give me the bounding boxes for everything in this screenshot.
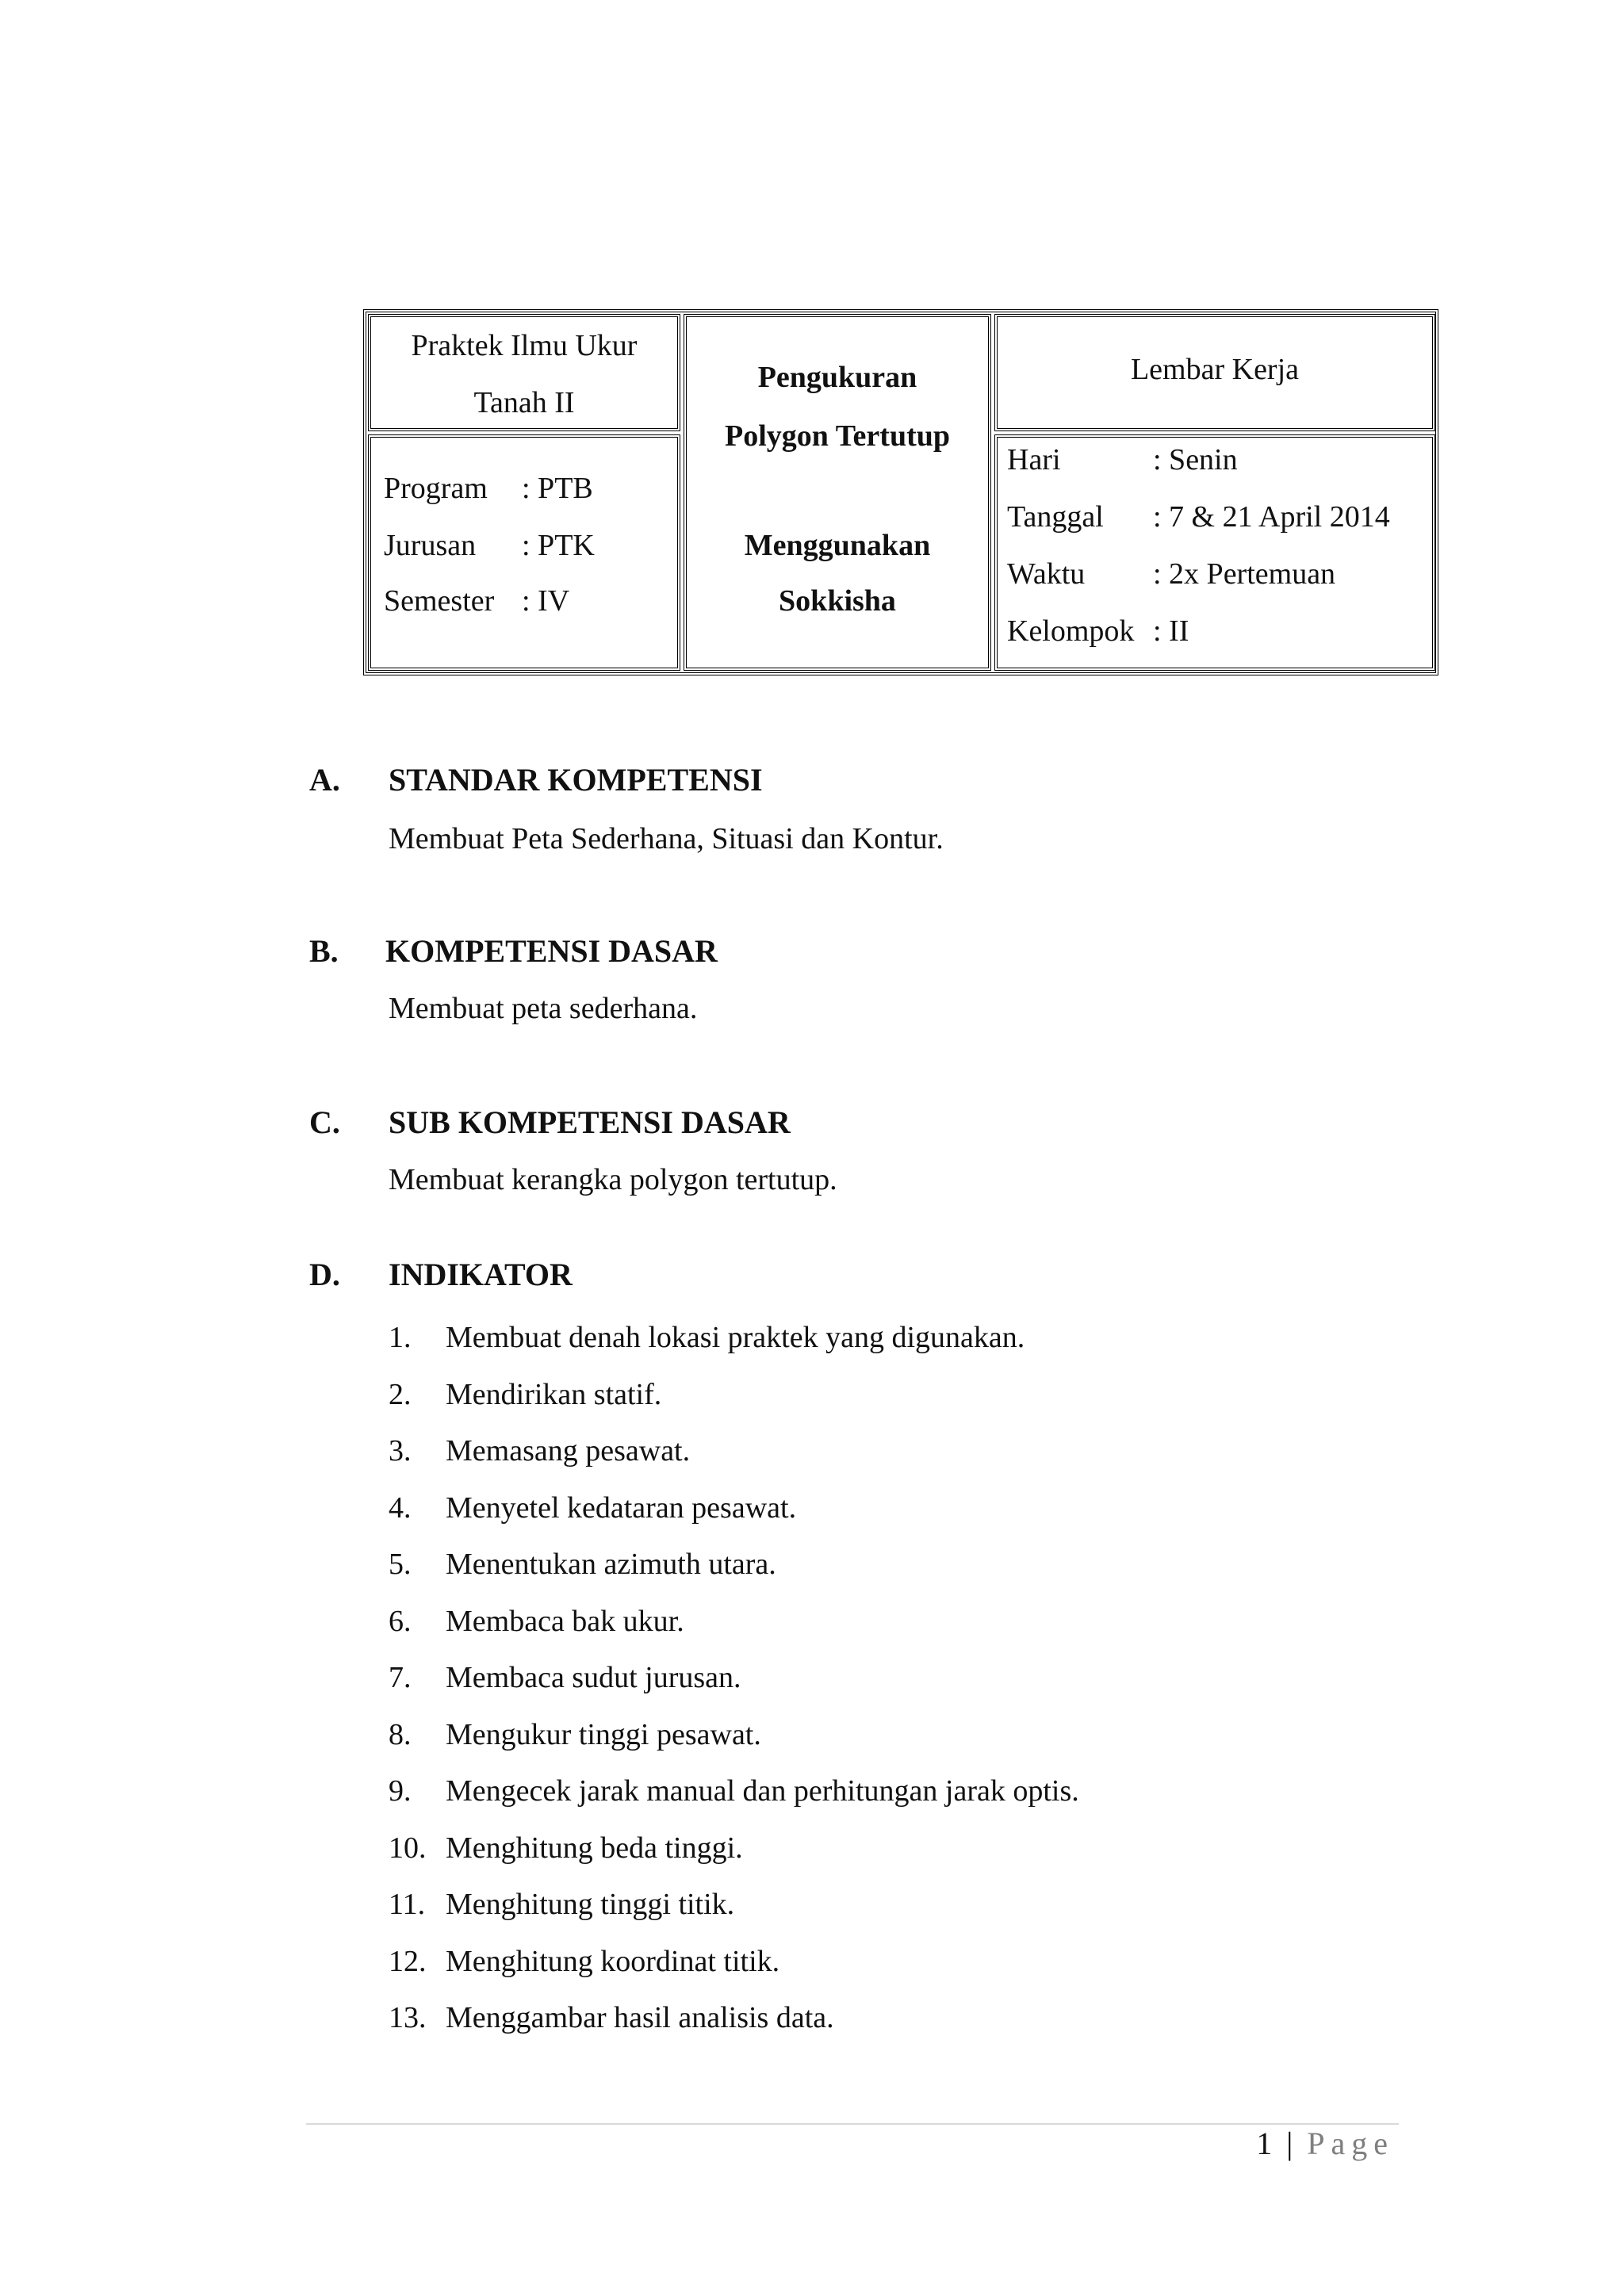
section-b-letter: B. bbox=[309, 933, 339, 969]
page-label: Page bbox=[1307, 2126, 1394, 2161]
list-item bbox=[389, 1650, 1079, 1707]
header-table bbox=[363, 309, 1438, 675]
list-item bbox=[389, 1934, 1079, 1991]
list-text: Membaca bak ukur. bbox=[446, 1604, 684, 1638]
list-item bbox=[389, 1990, 1079, 2047]
program-info-cell bbox=[368, 434, 680, 671]
topic-line-4: Sokkisha bbox=[779, 584, 896, 618]
list-number: 3. bbox=[389, 1434, 412, 1468]
list-text: Membaca sudut jurusan. bbox=[446, 1661, 741, 1694]
list-text: Menghitung koordinat titik. bbox=[446, 1944, 780, 1978]
section-c-title: SUB KOMPETENSI DASAR bbox=[389, 1104, 791, 1140]
list-item bbox=[389, 1707, 1079, 1764]
section-a-text: Membuat Peta Sederhana, Situasi dan Kontur. bbox=[389, 822, 944, 855]
section-a-title: STANDAR KOMPETENSI bbox=[389, 762, 763, 798]
hari-label: Hari bbox=[1007, 443, 1061, 476]
program-label: Program bbox=[384, 472, 488, 505]
program-value: : PTB bbox=[522, 472, 593, 505]
list-number: 8. bbox=[389, 1717, 412, 1751]
page-footer bbox=[1256, 2125, 1394, 2162]
list-text: Mengukur tinggi pesawat. bbox=[446, 1717, 761, 1751]
list-text: Menghitung tinggi titik. bbox=[446, 1888, 735, 1921]
list-text: Membuat denah lokasi praktek yang digunakan. bbox=[446, 1321, 1025, 1354]
page-number: 1 bbox=[1256, 2126, 1276, 2161]
waktu-value: : 2x Pertemuan bbox=[1153, 557, 1336, 591]
list-item bbox=[389, 1536, 1079, 1594]
worksheet-title-cell bbox=[994, 314, 1435, 431]
schedule-info-cell bbox=[994, 434, 1435, 671]
kelompok-value: : II bbox=[1153, 614, 1189, 648]
worksheet-title: Lembar Kerja bbox=[1130, 353, 1300, 386]
list-item bbox=[389, 1423, 1079, 1480]
section-d-title: INDIKATOR bbox=[389, 1257, 573, 1292]
hari-value: : Senin bbox=[1153, 443, 1238, 476]
list-number: 9. bbox=[389, 1774, 412, 1808]
section-c-text: Membuat kerangka polygon tertutup. bbox=[389, 1163, 837, 1196]
list-text: Mendirikan statif. bbox=[446, 1377, 662, 1411]
section-b-title: KOMPETENSI DASAR bbox=[385, 933, 718, 969]
semester-label: Semester bbox=[384, 584, 495, 618]
list-number: 11. bbox=[389, 1888, 426, 1921]
footer-divider bbox=[306, 2123, 1399, 2125]
list-text: Menyetel kedataran pesawat. bbox=[446, 1490, 797, 1525]
list-item bbox=[389, 1594, 1079, 1651]
list-number: 6. bbox=[389, 1604, 412, 1638]
section-a-letter: A. bbox=[309, 762, 340, 798]
footer-separator: | bbox=[1286, 2126, 1297, 2161]
list-number: 12. bbox=[389, 1944, 427, 1978]
list-text: Mengecek jarak manual dan perhitungan jarak optis. bbox=[446, 1774, 1079, 1808]
topic-cell bbox=[684, 314, 991, 671]
list-number: 2. bbox=[389, 1377, 412, 1411]
section-c-letter: C. bbox=[309, 1104, 340, 1140]
course-title-cell bbox=[368, 314, 680, 431]
list-item bbox=[389, 1367, 1079, 1424]
indikator-list bbox=[389, 1310, 1079, 2047]
list-item bbox=[389, 1877, 1079, 1934]
list-number: 13. bbox=[389, 2001, 427, 2034]
list-text: Menggambar hasil analisis data. bbox=[446, 2001, 834, 2034]
topic-line-3: Menggunakan bbox=[744, 529, 931, 562]
jurusan-label: Jurusan bbox=[384, 529, 477, 562]
list-text: Menentukan azimuth utara. bbox=[446, 1548, 776, 1581]
list-number: 1. bbox=[389, 1321, 412, 1354]
section-d-letter: D. bbox=[309, 1257, 340, 1292]
tanggal-value: : 7 & 21 April 2014 bbox=[1153, 500, 1390, 534]
list-number: 10. bbox=[389, 1831, 427, 1865]
jurusan-value: : PTK bbox=[522, 529, 595, 562]
list-item bbox=[389, 1820, 1079, 1877]
list-number: 4. bbox=[389, 1490, 412, 1525]
kelompok-label: Kelompok bbox=[1007, 614, 1135, 648]
list-item bbox=[389, 1480, 1079, 1537]
list-item bbox=[389, 1310, 1079, 1367]
list-text: Memasang pesawat. bbox=[446, 1434, 691, 1468]
list-number: 5. bbox=[389, 1548, 412, 1581]
list-text: Menghitung beda tinggi. bbox=[446, 1831, 743, 1865]
list-number: 7. bbox=[389, 1661, 412, 1694]
course-title-line-2: Tanah II bbox=[473, 386, 575, 419]
list-item bbox=[389, 1763, 1079, 1820]
topic-line-2: Polygon Tertutup bbox=[724, 419, 951, 453]
tanggal-label: Tanggal bbox=[1007, 500, 1104, 534]
course-title-line-1: Praktek Ilmu Ukur bbox=[411, 329, 638, 362]
topic-line-1: Pengukuran bbox=[757, 361, 917, 394]
waktu-label: Waktu bbox=[1007, 557, 1086, 591]
section-b-text: Membuat peta sederhana. bbox=[389, 992, 698, 1025]
semester-value: : IV bbox=[522, 584, 570, 618]
